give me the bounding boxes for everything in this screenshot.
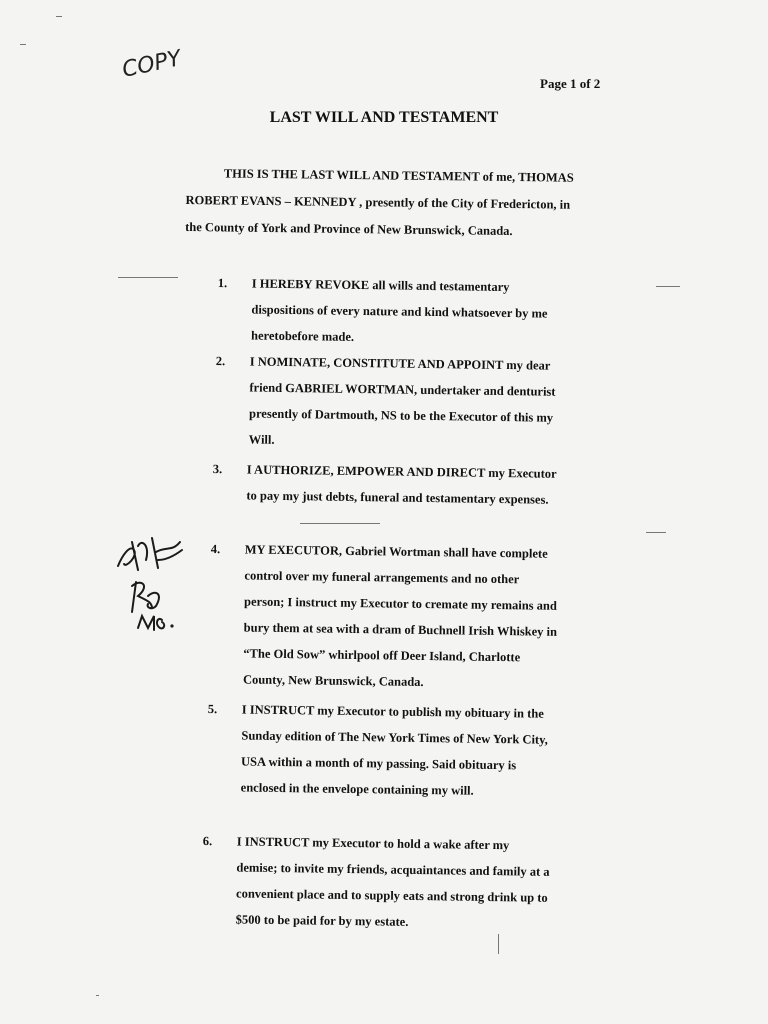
clause-number: 3. [212, 461, 223, 477]
scan-noise-line [646, 532, 666, 533]
document-title: LAST WILL AND TESTAMENT [269, 109, 499, 126]
clause-text: I HEREBY REVOKE all wills and testamentary dispositions of every nature and kind whatsoever by me heretobefore made. [250, 276, 548, 344]
clause-number: 6. [202, 833, 213, 849]
clause-text: MY EXECUTOR, Gabriel Wortman shall have complete control over my funeral arrangements and no other person; I instruct my Executor to cremate my remains and bury them at sea with a dram of Buchnell Irish Whiskey in “The Old Sow” whirlpool off Deer Island, Charlotte County, New Brunswick, Canada. [242, 542, 558, 689]
clause-4 [209, 536, 571, 689]
scan-noise-mark [56, 16, 62, 17]
page-number: Page 1 of 2 [540, 76, 601, 91]
clause-5 [207, 696, 568, 805]
scan-noise-mark [20, 44, 26, 45]
scan-noise-mark [498, 934, 499, 954]
clause-2 [215, 348, 576, 447]
copy-handwritten-mark: COPY [120, 46, 184, 83]
clause-text: I INSTRUCT my Executor to hold a wake after my demise; to invite my friends, acquaintances and family at a convenient place and to supply eats and strong drink up to $500 to be paid for by my estate. [235, 834, 550, 929]
scan-noise-line [118, 277, 178, 278]
intro-paragraph [185, 160, 590, 246]
scan-noise-line [300, 523, 380, 524]
clause-number: 5. [207, 701, 218, 717]
clause-text: I AUTHORIZE, EMPOWER AND DIRECT my Executor to pay my just debts, funeral and testamentary expenses. [246, 462, 557, 507]
clause-number: 2. [215, 353, 226, 369]
clause-text: I NOMINATE, CONSTITUTE AND APPOINT my dear friend GABRIEL WORTMAN, undertaker and denturist presently of Dartmouth, NS to be the Executor of this my Will. [248, 354, 556, 447]
clause-6 [202, 828, 563, 929]
clause-text: I INSTRUCT my Executor to publish my obituary in the Sunday edition of The New York Times of New York City, USA within a month of my passing. Said obituary is enclosed in the envelope containing my will. [240, 702, 548, 798]
intro-text: THIS IS THE LAST WILL AND TESTAMENT of me, THOMAS ROBERT EVANS – KENNEDY , presently of the City of Fredericton, in the County of York and Province of New Brunswick, Canada. [185, 166, 574, 238]
scan-noise-mark [96, 995, 99, 996]
scan-noise-line [656, 286, 680, 287]
clause-1 [217, 270, 578, 344]
clause-number: 4. [210, 541, 221, 557]
margin-initials-signature [108, 516, 198, 646]
clause-3 [212, 456, 573, 517]
clause-number: 1. [217, 275, 228, 291]
